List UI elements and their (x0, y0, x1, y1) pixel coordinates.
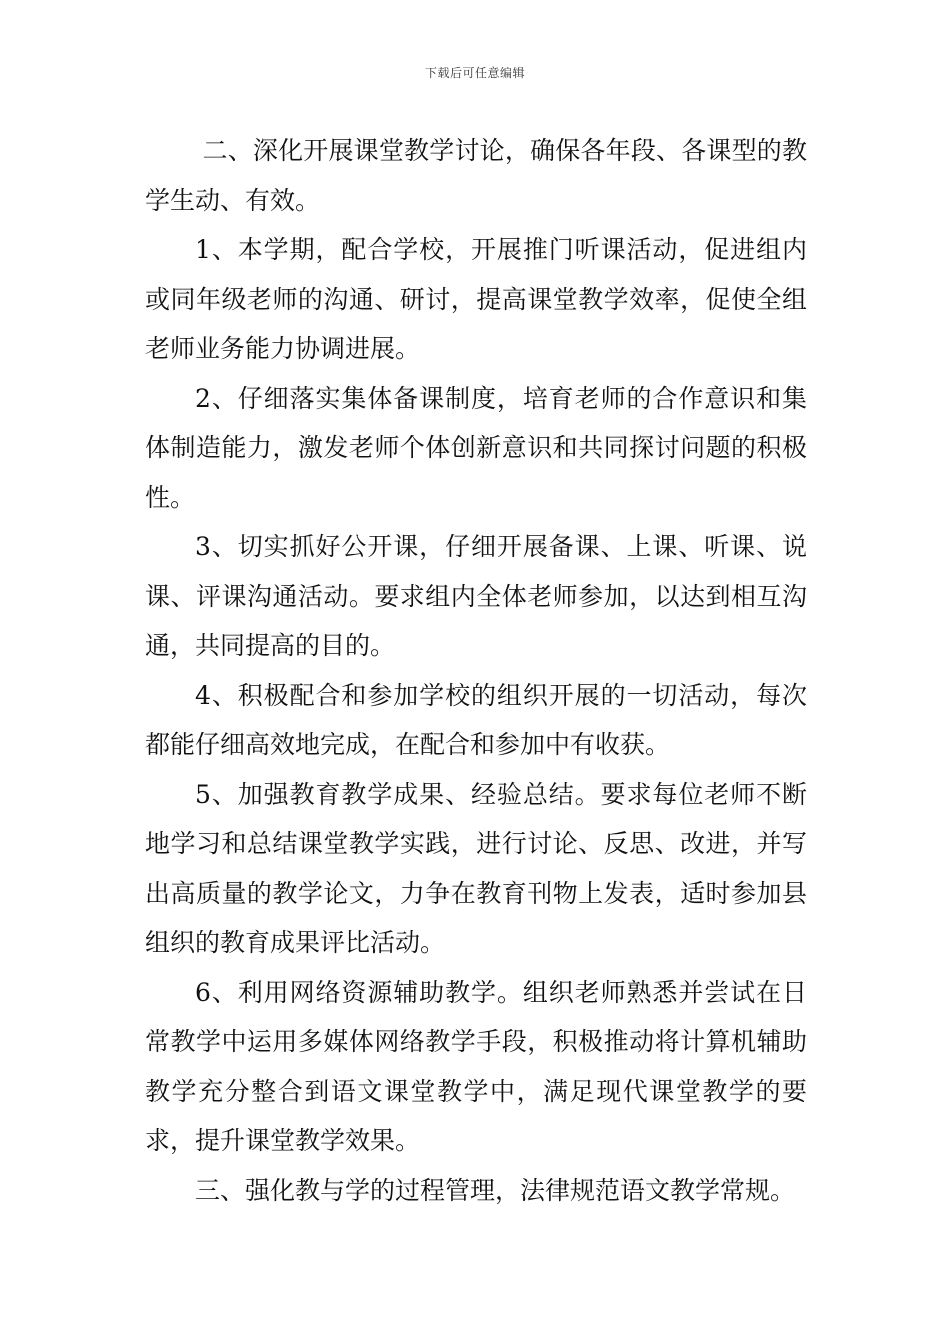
paragraph-item-2: 2、仔细落实集体备课制度，培育老师的合作意识和集体制造能力，激发老师个体创新意识和共同探讨问题的积极性。 (145, 383, 807, 512)
document-body (145, 126, 807, 1215)
paragraph-item-6: 6、利用网络资源辅助教学。组织老师熟悉并尝试在日常教学中运用多媒体网络教学手段，积极推动将计算机辅助教学充分整合到语文课堂教学中，满足现代课堂教学的要求，提升课堂教学效果。 (145, 977, 807, 1155)
paragraph-item-1: 1、本学期，配合学校，开展推门听课活动，促进组内或同年级老师的沟通、研讨，提高课堂教学效率，促使全组老师业务能力协调进展。 (145, 235, 807, 363)
paragraph-item-3: 3、切实抓好公开课，仔细开展备课、上课、听课、说课、评课沟通活动。要求组内全体老师参加，以达到相互沟通，共同提高的目的。 (145, 532, 807, 660)
paragraph-item-4: 4、积极配合和参加学校的组织开展的一切活动，每次都能仔细高效地完成，在配合和参加中有收获。 (145, 680, 807, 759)
page-header: 下载后可任意编辑 (424, 66, 525, 80)
section-heading-3: 三、强化教与学的过程管理，法律规范语文教学常规。 (195, 1175, 796, 1205)
paragraph-item-5: 5、加强教育教学成果、经验总结。要求每位老师不断地学习和总结课堂教学实践，进行讨论、反思、改进，并写出高质量的教学论文，力争在教育刊物上发表，适时参加县组织的教育成果评比活动。 (145, 779, 807, 957)
section-heading-2: 二、深化开展课堂教学讨论，确保各年段、各课型的教学生动、有效。 (145, 136, 807, 215)
